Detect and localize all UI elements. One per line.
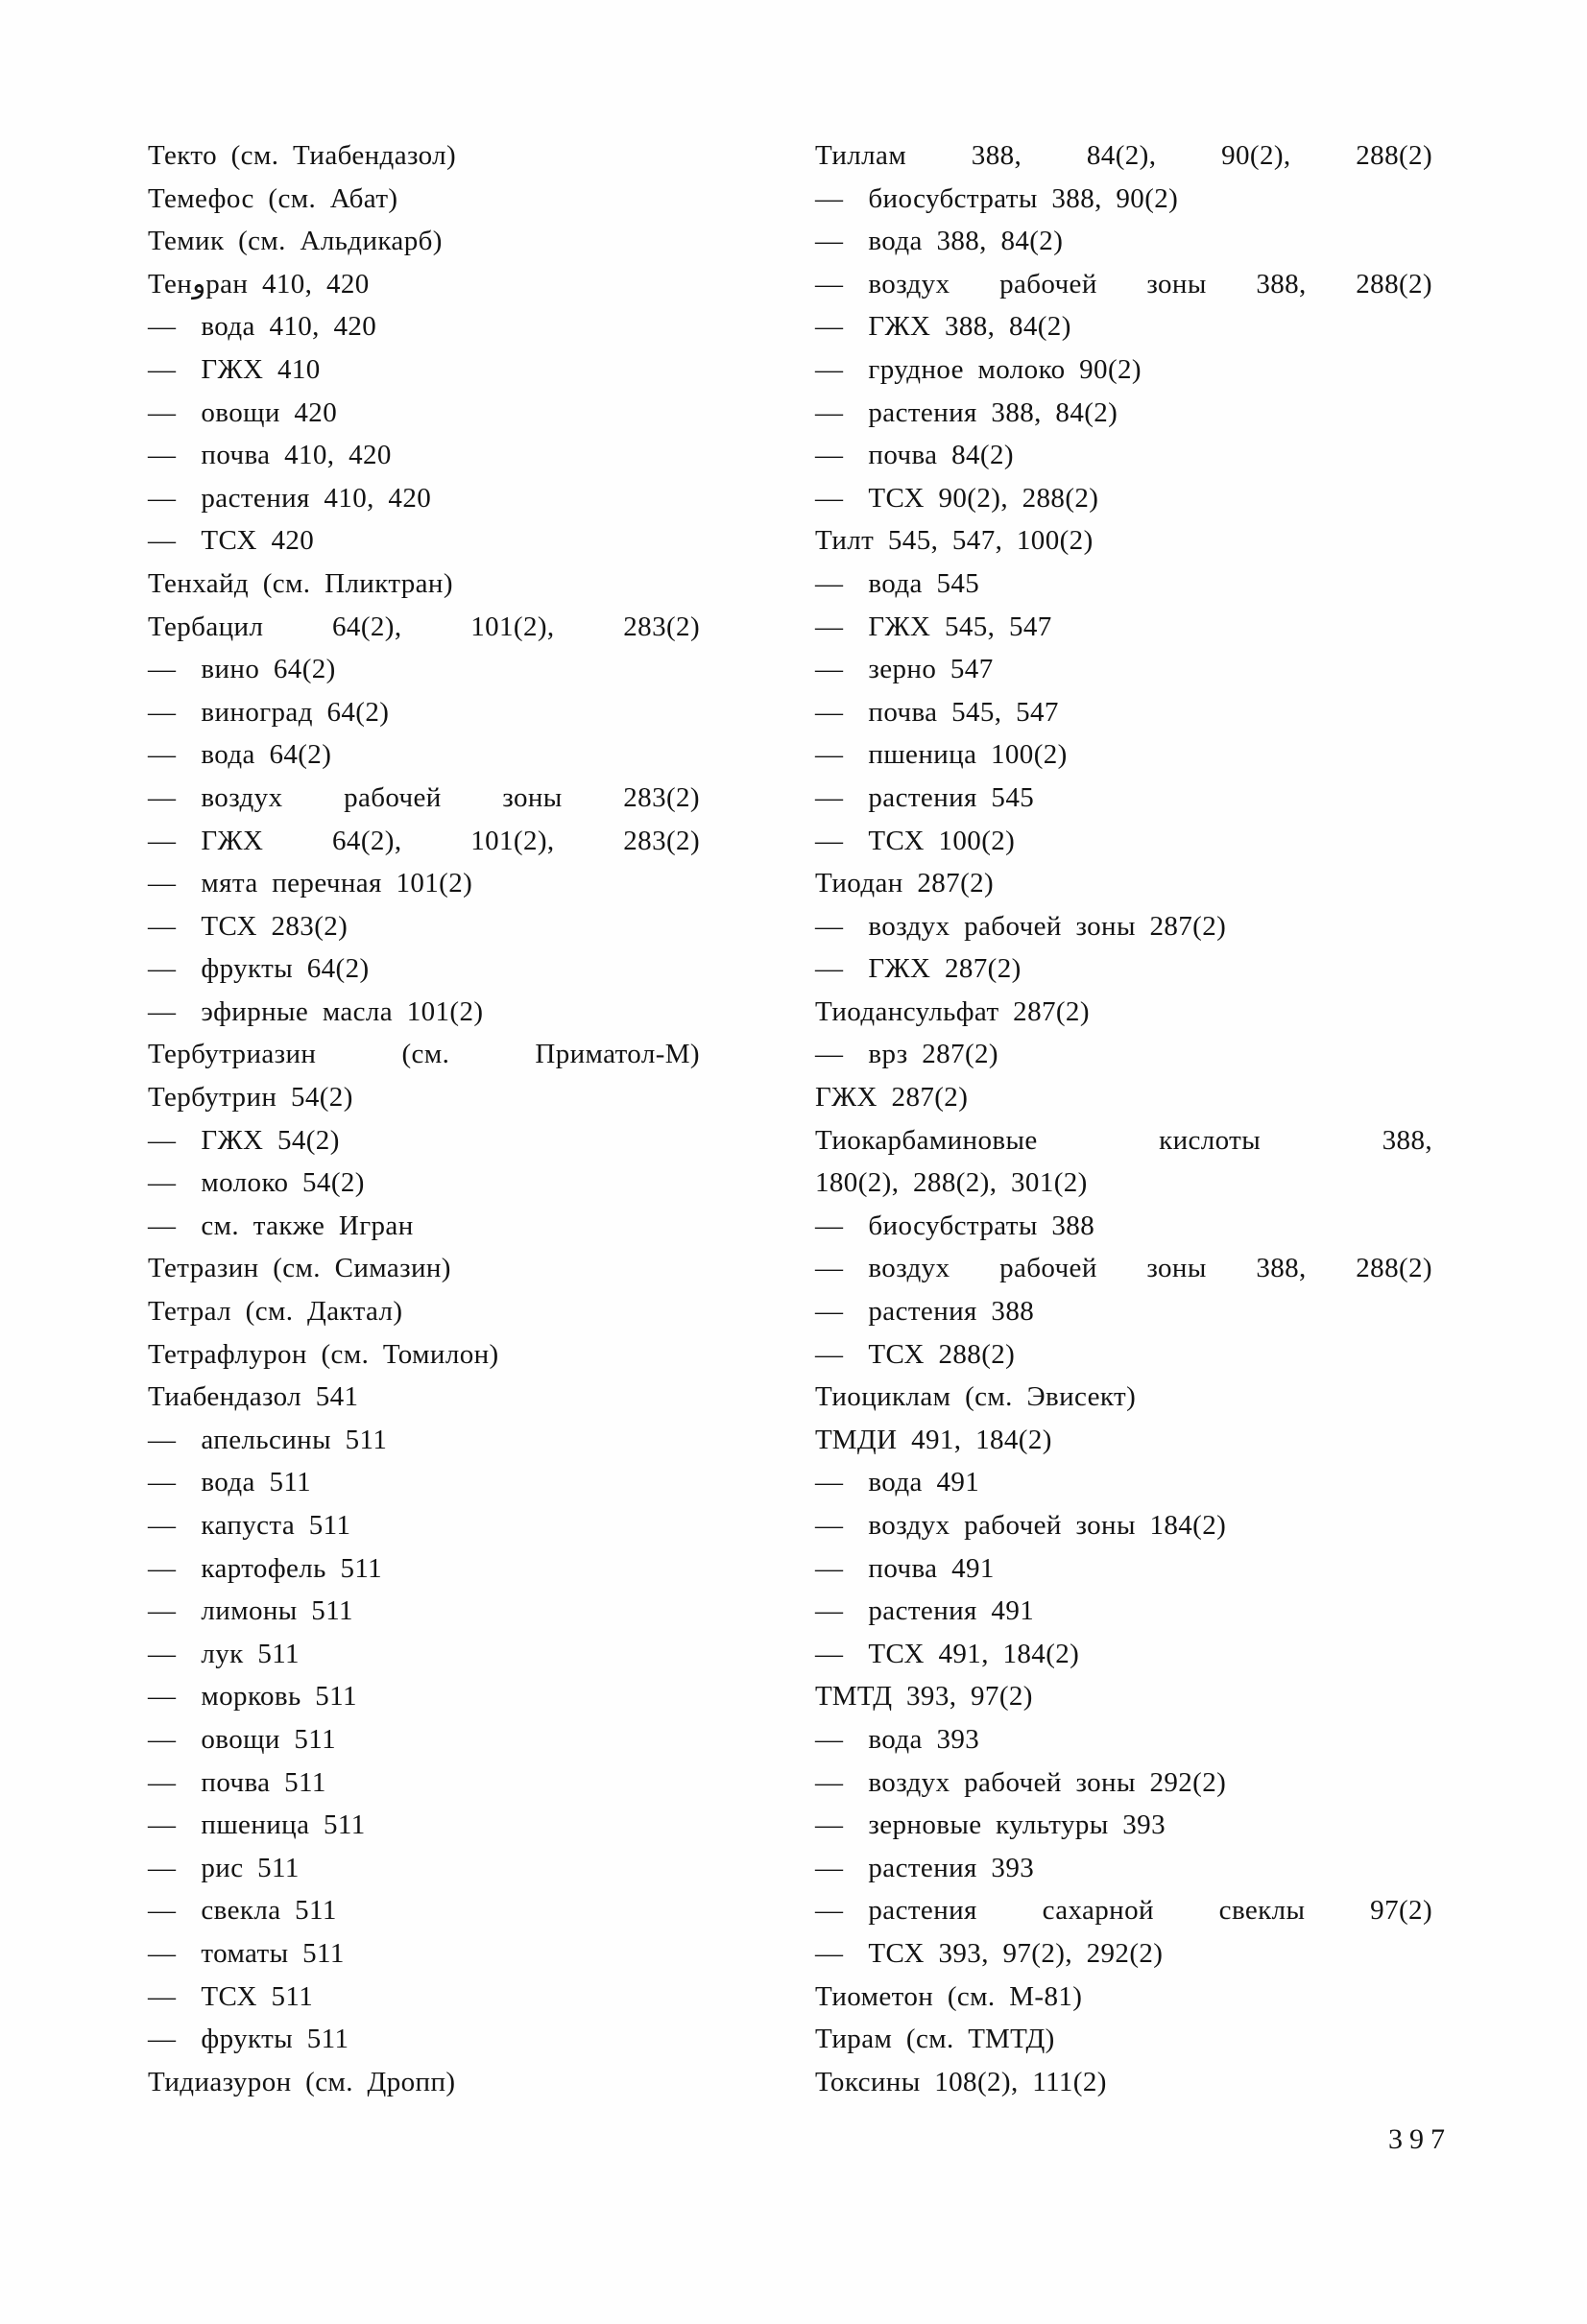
- sub-entry-dash: —: [815, 1595, 844, 1627]
- sub-entry-dash: —: [148, 654, 177, 685]
- index-entry: — фрукты 64(2): [148, 947, 700, 991]
- index-entry: — вода 64(2): [148, 733, 700, 777]
- index-entry: — воздух рабочей зоны 184(2): [815, 1504, 1432, 1547]
- index-entry: — вода 393: [815, 1718, 1432, 1761]
- sub-entry-dash: —: [148, 868, 177, 899]
- index-entry: — томаты 511: [148, 1932, 700, 1976]
- index-entry: Тиометон (см. М-81): [815, 1980, 1083, 2012]
- sub-entry-dash: —: [148, 396, 177, 428]
- sub-entry-dash: —: [148, 825, 177, 856]
- page-number: 397: [1388, 2123, 1452, 2155]
- index-entry: Токсины 108(2), 111(2): [815, 2066, 1107, 2097]
- index-entry: — почва 410, 420: [148, 434, 700, 477]
- sub-entry-dash: —: [148, 1980, 177, 2012]
- index-entry: — пшеница 100(2): [815, 733, 1432, 777]
- sub-entry-dash: —: [148, 1809, 177, 1841]
- index-entry: — почва 491: [815, 1547, 1432, 1591]
- index-entry: — ГЖХ 410: [148, 348, 700, 392]
- sub-entry-dash: —: [815, 396, 844, 428]
- index-entry: — воздух рабочей зоны 287(2): [815, 905, 1432, 948]
- index-entry: Тидиазурон (см. Дропп): [148, 2066, 456, 2097]
- index-entry: — капуста 511: [148, 1504, 700, 1547]
- index-entry: — вода 410, 420: [148, 305, 700, 348]
- index-entry: — почва 545, 547: [815, 691, 1432, 734]
- index-entry: — виноград 64(2): [148, 691, 700, 734]
- index-entry: Тетрал (см. Дактал): [148, 1296, 403, 1328]
- sub-entry-dash: —: [815, 654, 844, 685]
- index-entry: — лимоны 511: [148, 1590, 700, 1633]
- index-entry: — вода 545: [815, 563, 1432, 606]
- sub-entry-dash: —: [815, 1723, 844, 1755]
- sub-entry-dash: —: [148, 696, 177, 728]
- sub-entry-dash: —: [815, 1895, 844, 1927]
- sub-entry-dash: —: [148, 739, 177, 771]
- index-entry: — ТСХ 90(2), 288(2): [815, 477, 1432, 520]
- sub-entry-dash: —: [815, 482, 844, 514]
- index-entry: — биосубстраты 388, 90(2): [815, 178, 1432, 221]
- index-entry: — морковь 511: [148, 1675, 700, 1718]
- sub-entry-dash: —: [148, 1167, 177, 1199]
- index-entry: — растения сахарной свеклы 97(2): [815, 1889, 1432, 1932]
- sub-entry-dash: —: [815, 1552, 844, 1584]
- index-entry: — ГЖХ 54(2): [148, 1119, 700, 1162]
- index-entry: Тенхайд (см. Пликтран): [148, 567, 453, 599]
- sub-entry-dash: —: [815, 1766, 844, 1798]
- index-entry: — апельсины 511: [148, 1419, 700, 1462]
- index-entry: — ГЖХ 545, 547: [815, 606, 1432, 649]
- sub-entry-dash: —: [815, 1852, 844, 1883]
- index-entry: — вода 491: [815, 1461, 1432, 1504]
- sub-entry-dash: —: [815, 226, 844, 257]
- sub-entry-dash: —: [148, 353, 177, 385]
- index-entry: — овощи 511: [148, 1718, 700, 1761]
- sub-entry-dash: —: [815, 1338, 844, 1370]
- index-entry: — лук 511: [148, 1633, 700, 1676]
- sub-entry-dash: —: [148, 1895, 177, 1927]
- index-entry: — растения 388: [815, 1290, 1432, 1333]
- sub-entry-dash: —: [815, 440, 844, 471]
- sub-entry-dash: —: [815, 696, 844, 728]
- index-entry: — см. также Игран: [148, 1205, 700, 1248]
- sub-entry-dash: —: [148, 525, 177, 557]
- index-entry: — пшеница 511: [148, 1804, 700, 1847]
- sub-entry-dash: —: [815, 1296, 844, 1328]
- sub-entry-dash: —: [148, 1766, 177, 1798]
- index-entry: — ТСХ 511: [148, 1976, 700, 2019]
- index-entry: — овощи 420: [148, 392, 700, 435]
- index-entry: — ТСХ 283(2): [148, 905, 700, 948]
- index-entry: — свекла 511: [148, 1889, 700, 1932]
- index-entry: Текто (см. Тиабендазол): [148, 140, 457, 171]
- index-entry: Тиокарбаминовые кислоты 388,: [815, 1124, 1432, 1156]
- index-entry: — вода 388, 84(2): [815, 220, 1432, 263]
- index-entry: — растения 491: [815, 1590, 1432, 1633]
- index-entry: — молоко 54(2): [148, 1162, 700, 1205]
- sub-entry-dash: —: [148, 440, 177, 471]
- index-entry: — растения 410, 420: [148, 477, 700, 520]
- sub-entry-dash: —: [815, 311, 844, 343]
- index-entry: Тиодан 287(2): [815, 868, 995, 899]
- index-entry: — ТСХ 288(2): [815, 1333, 1432, 1377]
- index-entry: — воздух рабочей зоны 283(2): [148, 777, 700, 820]
- index-entry: — грудное молоко 90(2): [815, 348, 1432, 392]
- sub-entry-dash: —: [815, 825, 844, 856]
- sub-entry-dash: —: [148, 1723, 177, 1755]
- sub-entry-dash: —: [148, 995, 177, 1027]
- sub-entry-dash: —: [148, 1681, 177, 1713]
- sub-entry-dash: —: [815, 1253, 844, 1284]
- sub-entry-dash: —: [815, 1809, 844, 1841]
- index-entry: Тенوран 410, 420: [148, 268, 370, 299]
- index-entry: — мята перечная 101(2): [148, 862, 700, 905]
- index-entry: Темефос (см. Абат): [148, 182, 398, 214]
- sub-entry-dash: —: [815, 910, 844, 942]
- index-entry: 180(2), 288(2), 301(2): [815, 1167, 1088, 1199]
- index-entry: Тиллам 388, 84(2), 90(2), 288(2): [815, 140, 1432, 171]
- sub-entry-dash: —: [148, 482, 177, 514]
- sub-entry-dash: —: [815, 1937, 844, 1969]
- index-entry: — зерновые культуры 393: [815, 1804, 1432, 1847]
- sub-entry-dash: —: [148, 1210, 177, 1241]
- index-entry: Тиодансульфат 287(2): [815, 995, 1090, 1027]
- index-entry: Тербутрин 54(2): [148, 1082, 353, 1114]
- index-entry: — ТСХ 420: [148, 519, 700, 563]
- sub-entry-dash: —: [815, 1210, 844, 1241]
- sub-entry-dash: —: [148, 1937, 177, 1969]
- sub-entry-dash: —: [815, 953, 844, 985]
- sub-entry-dash: —: [148, 953, 177, 985]
- sub-entry-dash: —: [815, 1467, 844, 1498]
- index-entry: — фрукты 511: [148, 2018, 700, 2061]
- index-entry: — растения 393: [815, 1847, 1432, 1890]
- sub-entry-dash: —: [815, 567, 844, 599]
- index-entry: — воздух рабочей зоны 388, 288(2): [815, 1247, 1432, 1290]
- index-column-left: [148, 134, 700, 2103]
- index-entry: — биосубстраты 388: [815, 1205, 1432, 1248]
- index-column-right: [815, 134, 1432, 2103]
- index-entry: ГЖХ 287(2): [815, 1082, 969, 1114]
- index-entry: Тирам (см. ТМТД): [815, 2024, 1055, 2055]
- sub-entry-dash: —: [148, 1595, 177, 1627]
- index-entry: — почва 511: [148, 1761, 700, 1805]
- index-entry: — вино 64(2): [148, 648, 700, 691]
- sub-entry-dash: —: [815, 611, 844, 642]
- index-entry: Тербацил 64(2), 101(2), 283(2): [148, 611, 700, 642]
- sub-entry-dash: —: [815, 353, 844, 385]
- index-entry: — воздух рабочей зоны 292(2): [815, 1761, 1432, 1805]
- sub-entry-dash: —: [815, 739, 844, 771]
- index-entry: — зерно 547: [815, 648, 1432, 691]
- index-entry: — эфирные масла 101(2): [148, 991, 700, 1034]
- sub-entry-dash: —: [148, 1552, 177, 1584]
- sub-entry-dash: —: [148, 2024, 177, 2055]
- sub-entry-dash: —: [148, 1510, 177, 1541]
- sub-entry-dash: —: [815, 268, 844, 299]
- sub-entry-dash: —: [148, 781, 177, 813]
- index-entry: — врз 287(2): [815, 1033, 1432, 1076]
- sub-entry-dash: —: [148, 1467, 177, 1498]
- index-entry: Тербутриазин (см. Приматол-М): [148, 1039, 700, 1070]
- index-entry: Темик (см. Альдикарб): [148, 226, 443, 257]
- index-entry: — ТСХ 491, 184(2): [815, 1633, 1432, 1676]
- sub-entry-dash: —: [148, 1424, 177, 1455]
- sub-entry-dash: —: [148, 1638, 177, 1669]
- index-entry: ТМТД 393, 97(2): [815, 1681, 1033, 1713]
- index-entry: Тетрафлурон (см. Томилон): [148, 1338, 499, 1370]
- sub-entry-dash: —: [815, 1039, 844, 1070]
- sub-entry-dash: —: [815, 1638, 844, 1669]
- sub-entry-dash: —: [815, 182, 844, 214]
- sub-entry-dash: —: [148, 1852, 177, 1883]
- index-entry: Тилт 545, 547, 100(2): [815, 525, 1094, 557]
- index-entry: — рис 511: [148, 1847, 700, 1890]
- index-entry: — вода 511: [148, 1461, 700, 1504]
- index-entry: Тетразин (см. Симазин): [148, 1253, 451, 1284]
- index-entry: — картофель 511: [148, 1547, 700, 1591]
- index-entry: ТМДИ 491, 184(2): [815, 1424, 1052, 1455]
- index-entry: — ГЖХ 388, 84(2): [815, 305, 1432, 348]
- index-entry: — почва 84(2): [815, 434, 1432, 477]
- sub-entry-dash: —: [148, 910, 177, 942]
- index-entry: — воздух рабочей зоны 388, 288(2): [815, 263, 1432, 306]
- index-entry: Тиабендазол 541: [148, 1381, 359, 1413]
- index-entry: Тиоциклам (см. Эвисект): [815, 1381, 1137, 1413]
- index-entry: — растения 388, 84(2): [815, 392, 1432, 435]
- index-entry: — ТСХ 393, 97(2), 292(2): [815, 1932, 1432, 1976]
- sub-entry-dash: —: [148, 311, 177, 343]
- sub-entry-dash: —: [815, 781, 844, 813]
- sub-entry-dash: —: [148, 1124, 177, 1156]
- index-entry: — растения 545: [815, 777, 1432, 820]
- index-entry: — ГЖХ 64(2), 101(2), 283(2): [148, 820, 700, 863]
- sub-entry-dash: —: [815, 1510, 844, 1541]
- index-entry: — ТСХ 100(2): [815, 820, 1432, 863]
- index-entry: — ГЖХ 287(2): [815, 947, 1432, 991]
